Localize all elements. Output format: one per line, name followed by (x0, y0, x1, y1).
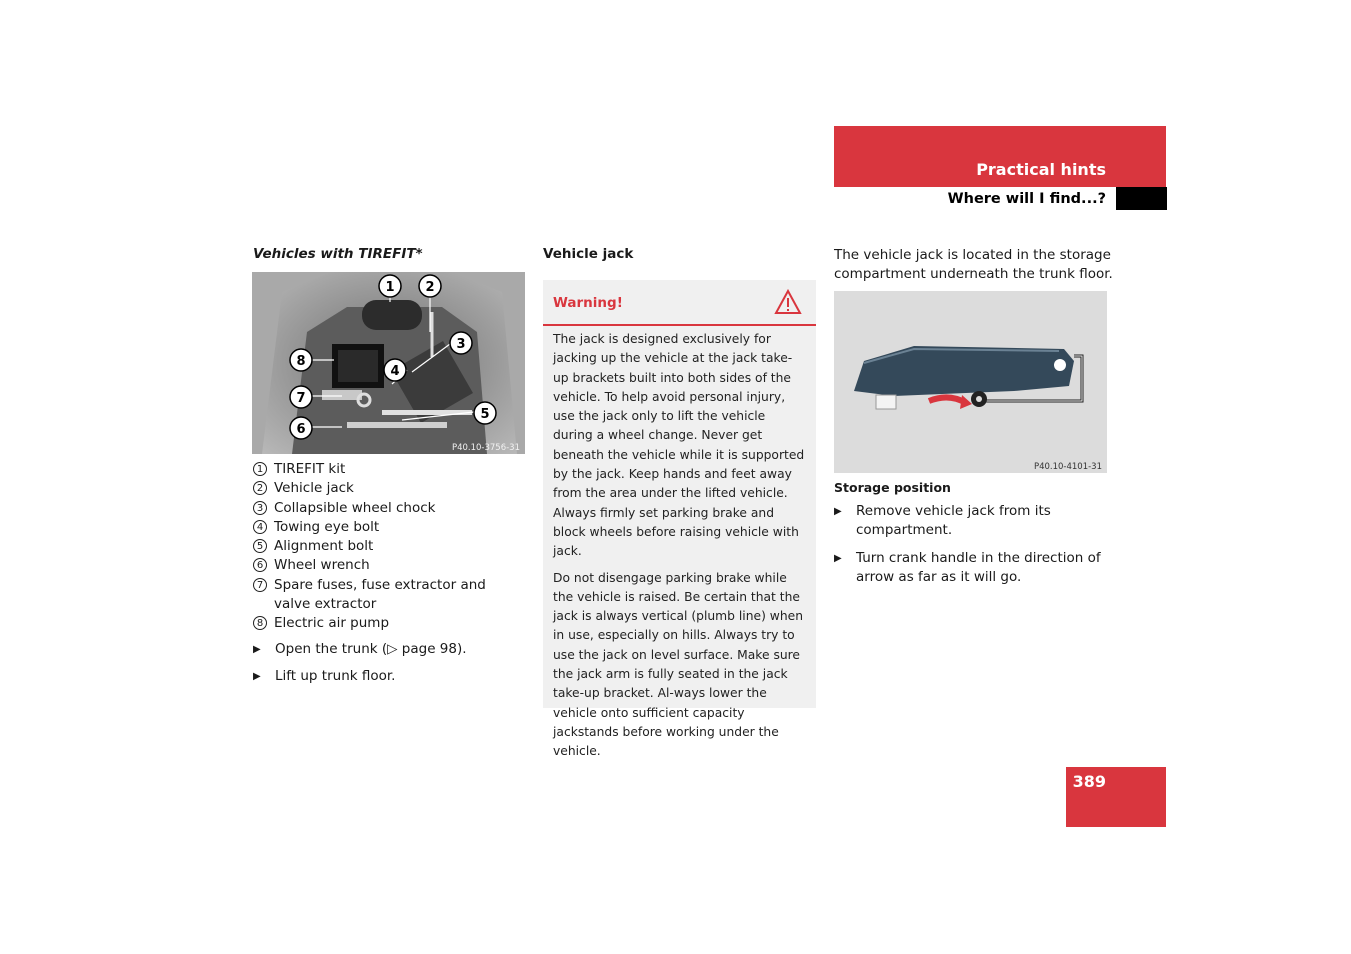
legend-list (253, 460, 533, 634)
warning-triangle-icon (774, 289, 802, 315)
warning-title: Warning! (553, 295, 623, 311)
callout-8 (290, 349, 312, 371)
photo-code: P40.10-3756-31 (451, 443, 520, 453)
tirefit-heading: Vehicles with TIREFIT* (253, 246, 423, 262)
photo-code: P40.10-4101-31 (1033, 462, 1102, 472)
jack-photo (834, 291, 1107, 473)
legend-item: 4 Towing eye bolt (253, 518, 533, 537)
page-number: 389 (1072, 772, 1106, 791)
jack-location-text: The vehicle jack is located in the storage compartment underneath the trunk floor. (834, 247, 1113, 283)
bullet-arrow-icon: ▶ (253, 644, 261, 655)
warning-text (553, 330, 806, 769)
callout-4 (384, 359, 406, 381)
vehicle-jack-heading: Vehicle jack (543, 246, 634, 262)
svg-text:6: 6 (296, 422, 306, 437)
section-title: Practical hints (976, 160, 1106, 179)
svg-text:1: 1 (385, 280, 395, 295)
svg-text:3: 3 (456, 337, 466, 352)
legend-item: 6 Wheel wrench (253, 556, 533, 575)
legend-item: 5 Alignment bolt (253, 537, 533, 556)
svg-text:8: 8 (296, 354, 306, 369)
svg-text:7: 7 (296, 391, 306, 406)
legend-item: 1 TIREFIT kit (253, 460, 533, 479)
callout-5 (474, 402, 496, 424)
subsection-title: Where will I find...? (947, 191, 1106, 207)
legend-item: 2 Vehicle jack (253, 479, 533, 498)
warning-paragraph: The jack is designed exclusively for jacking up the vehicle at the jack take-up brackets built into both sides of the vehicle. To help avoid personal injury, use the jack only to lift the vehicle during a wheel change. Never get beneath the vehicle while it is supported by the jack. Keep hands and feet away from the area under the lifted vehicle. Always firmly set parking brake and block wheels before raising vehicle with jack. (553, 332, 805, 559)
svg-text:2: 2 (425, 280, 435, 295)
step-item: ▶ Lift up trunk floor. (253, 667, 533, 686)
callout-3 (450, 332, 472, 354)
trunk-photo (252, 272, 525, 454)
trunk-steps (253, 640, 533, 695)
header-marker (1116, 187, 1167, 210)
warning-paragraph: Do not disengage parking brake while the vehicle is raised. Be certain that the jack is always vertical (plumb line) when in use, especially on hills. Always try to use the jack on level surface. Make sure the jack arm is fully seated in the jack take-up bracket. Al-ways lower the vehicle onto sufficient capacity jackstands before working under the vehicle. (553, 570, 803, 759)
callout-7 (290, 386, 312, 408)
callout-6 (290, 417, 312, 439)
callout-2 (419, 275, 441, 297)
bullet-arrow-icon: ▶ (834, 506, 842, 517)
legend-item: 7 Spare fuses, fuse extractor and valve extractor (253, 576, 533, 615)
jack-steps (834, 502, 1114, 595)
svg-text:5: 5 (480, 407, 490, 422)
bullet-arrow-icon: ▶ (253, 671, 261, 683)
svg-text:4: 4 (390, 364, 400, 379)
callout-1 (379, 275, 401, 297)
warning-divider (543, 324, 816, 326)
step-item: ▶ Remove vehicle jack from its compartment. (834, 502, 1114, 541)
step-item: ▶ Turn crank handle in the direction of arrow as far as it will go. (834, 549, 1114, 588)
bullet-arrow-icon: ▶ (834, 552, 842, 564)
legend-item: 8 Electric air pump (253, 614, 533, 633)
legend-item: 3 Collapsible wheel chock (253, 499, 533, 518)
step-item: ▶ Open the trunk (▷ page 98). (253, 640, 533, 659)
photo-caption: Storage position (834, 480, 951, 495)
